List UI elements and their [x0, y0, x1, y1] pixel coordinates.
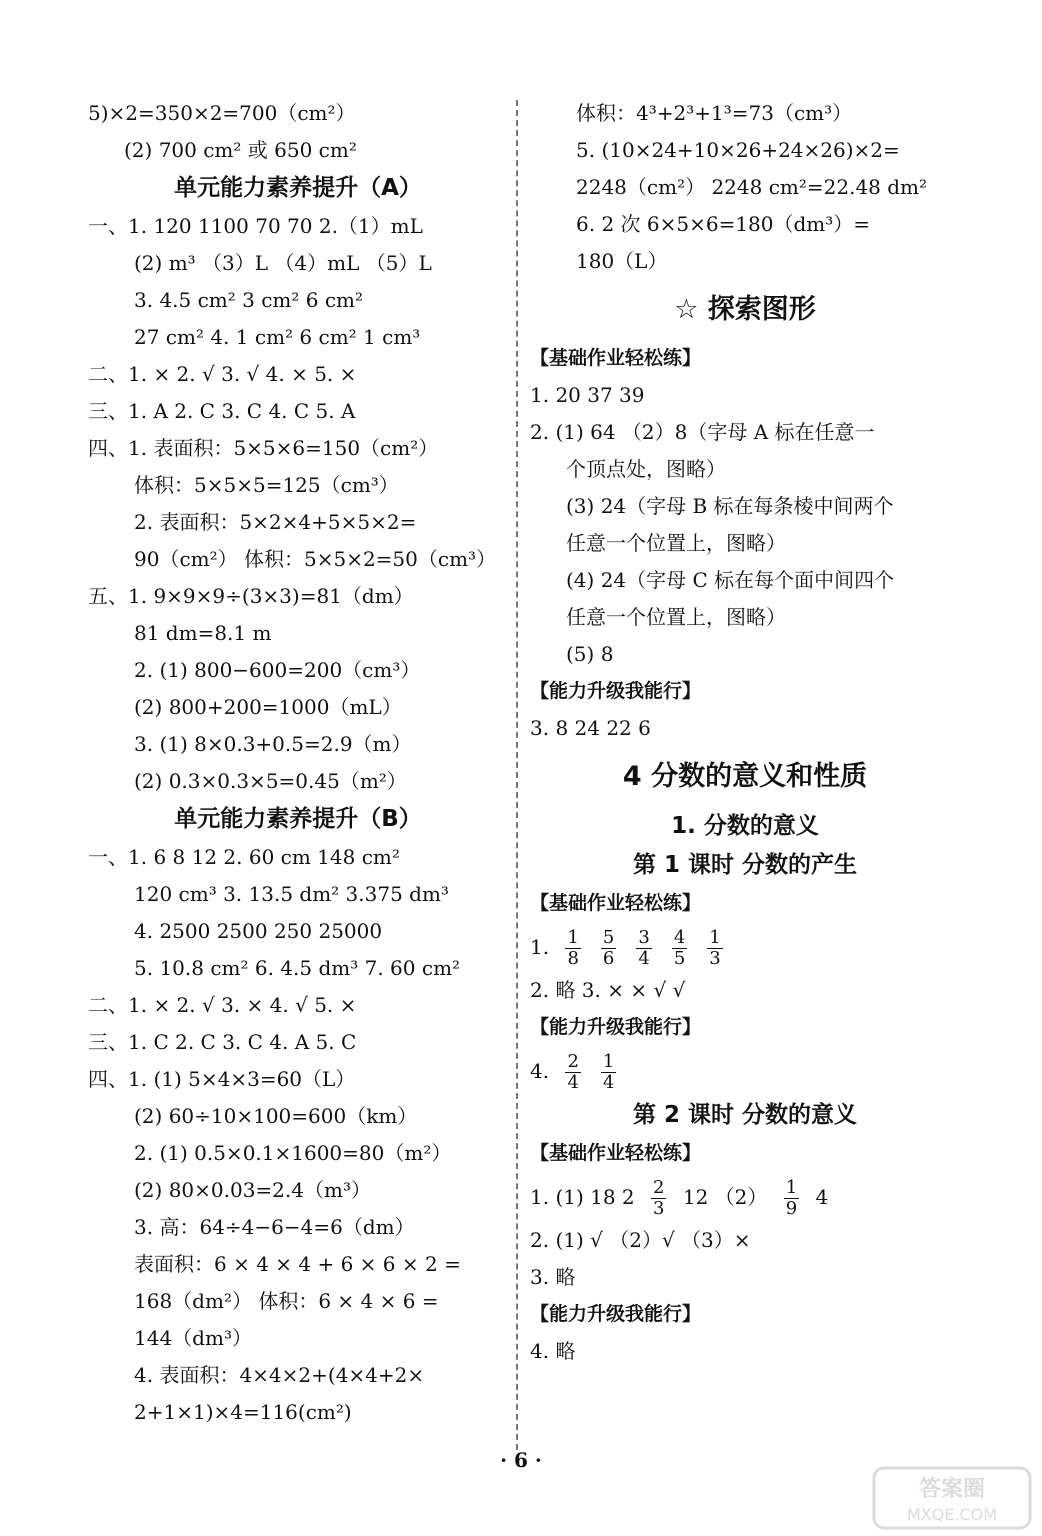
answer-line: 一、1. 120 1100 70 70 2.（1）mL [88, 214, 423, 238]
question-number: 4. [530, 1059, 550, 1083]
answer-text: 1. (1) 18 2 [530, 1185, 635, 1209]
tag-basic-practice: 【基础作业轻松练】 [530, 1142, 702, 1164]
right-column [530, 95, 960, 1370]
numerator: 5 [602, 927, 615, 948]
answer-line: 5. (10×24+10×26+24×26)×2= [576, 138, 900, 162]
fraction [636, 928, 651, 969]
answer-line: 2. 略 3. × × √ √ [530, 978, 686, 1002]
fraction [601, 1052, 616, 1093]
answer-line: 6. 2 次 6×5×6=180（dm³）= [576, 212, 871, 236]
answer-line: (2) 700 cm² 或 650 cm² [124, 138, 357, 162]
denominator: 8 [567, 948, 579, 969]
answer-line: 2. 表面积：5×2×4+5×5×2= [134, 510, 417, 534]
answer-line: 144（dm³） [134, 1326, 252, 1350]
lesson-heading-2: 第 2 课时 分数的意义 [632, 1102, 858, 1128]
answer-line: 2. (1) 0.5×0.1×1600=80（m²） [134, 1141, 452, 1165]
answer-line: 2. (1) √ （2）√ （3）× [530, 1228, 751, 1252]
denominator: 4 [602, 1072, 615, 1093]
answer-line: (2) 80×0.03=2.4（m³） [134, 1178, 371, 1202]
answer-line: 2. (1) 800−600=200（cm³） [134, 658, 421, 682]
answer-line: 任意一个位置上，图略） [566, 605, 786, 629]
answer-line: 3. 8 24 22 6 [530, 716, 651, 740]
explore-heading: ☆ 探索图形 [674, 294, 816, 325]
answer-line: 二、1. × 2. √ 3. × 4. √ 5. × [88, 993, 357, 1017]
svg-text:答案圈: 答案圈 [918, 1477, 986, 1502]
answer-text: 4 [815, 1185, 829, 1209]
fraction [672, 928, 687, 969]
section-heading-a: 单元能力素养提升（A） [174, 175, 422, 201]
answer-line: 4. 表面积：4×4×2+(4×4+2× [134, 1363, 425, 1387]
answer-line: 表面积：6 × 4 × 4 + 6 × 6 × 2 = [134, 1252, 461, 1276]
denominator: 5 [673, 948, 686, 969]
answer-line: (5) 8 [566, 642, 614, 666]
denominator: 4 [638, 948, 650, 969]
answer-line: 90（cm²） 体积：5×5×2=50（cm³） [134, 547, 497, 571]
answer-line: 120 cm³ 3. 13.5 dm² 3.375 dm³ [134, 882, 449, 906]
numerator: 1 [567, 927, 579, 948]
numerator: 2 [567, 1051, 579, 1072]
fraction [601, 928, 616, 969]
answer-line: 5)×2=350×2=700（cm²） [88, 101, 356, 125]
answer-line: (4) 24（字母 C 标在每个面中间四个 [566, 568, 895, 592]
fraction-list [555, 927, 732, 969]
answer-line: 五、1. 9×9×9÷(3×3)=81（dm） [88, 584, 414, 608]
numerator: 2 [653, 1177, 665, 1198]
question-number: 1. [530, 935, 550, 959]
left-column [88, 95, 508, 1431]
fraction-answer-line [530, 1046, 960, 1096]
answer-line: 二、1. × 2. √ 3. √ 4. × 5. × [88, 362, 357, 386]
column-divider [516, 100, 518, 1450]
tag-basic-practice: 【基础作业轻松练】 [530, 347, 702, 369]
answer-line: 个顶点处，图略） [566, 457, 726, 481]
answer-line: 1. 20 37 39 [530, 383, 645, 407]
answer-line: 180（L） [576, 249, 668, 273]
watermark-logo [872, 1466, 1032, 1530]
fraction [784, 1178, 799, 1219]
fraction-answer-line [530, 1172, 960, 1222]
denominator: 6 [602, 948, 615, 969]
tag-ability-upgrade: 【能力升级我能行】 [530, 1016, 702, 1038]
tag-ability-upgrade: 【能力升级我能行】 [530, 1303, 702, 1325]
answer-text: 12 （2） [682, 1185, 768, 1209]
answer-line: 4. 略 [530, 1339, 576, 1363]
answer-line: 四、1. 表面积：5×5×6=150（cm²） [88, 436, 439, 460]
fraction [651, 1178, 666, 1219]
section-heading-b: 单元能力素养提升（B） [174, 806, 422, 832]
tag-ability-upgrade: 【能力升级我能行】 [530, 680, 702, 702]
answer-line: 3. 高：64÷4−6−4=6（dm） [134, 1215, 415, 1239]
answer-line: (2) m³ （3）L （4）mL （5）L [134, 251, 432, 275]
answer-line: 3. 4.5 cm² 3 cm² 6 cm² [134, 288, 364, 312]
denominator: 9 [785, 1198, 798, 1219]
answer-line: 体积：5×5×5=125（cm³） [134, 473, 399, 497]
page-number: · 6 · [500, 1448, 542, 1472]
fraction [565, 1052, 580, 1093]
numerator: 1 [785, 1177, 798, 1198]
answer-line: (2) 0.3×0.3×5=0.45（m²） [134, 769, 407, 793]
svg-text:MXQE.COM: MXQE.COM [906, 1505, 998, 1524]
answer-line: 2. (1) 64 （2）8（字母 A 标在任意一 [530, 420, 875, 444]
answer-line: 三、1. A 2. C 3. C 4. C 5. A [88, 399, 356, 423]
fraction [707, 928, 722, 969]
lesson-heading-1: 第 1 课时 分数的产生 [632, 852, 858, 878]
answer-line: 2+1×1)×4=116(cm²) [134, 1400, 352, 1424]
chapter-heading: 4 分数的意义和性质 [622, 761, 868, 792]
numerator: 1 [602, 1051, 615, 1072]
answer-line: 四、1. (1) 5×4×3=60（L） [88, 1067, 356, 1091]
answer-line: 体积：4³+2³+1³=73（cm³） [576, 101, 853, 125]
answer-line: (2) 800+200=1000（mL） [134, 695, 402, 719]
fraction-answer-line [530, 922, 960, 972]
answer-line: 3. (1) 8×0.3+0.5=2.9（m） [134, 732, 412, 756]
answer-line: 一、1. 6 8 12 2. 60 cm 148 cm² [88, 845, 400, 869]
answer-line: 任意一个位置上，图略） [566, 531, 786, 555]
section-heading: 1. 分数的意义 [671, 813, 819, 839]
answer-line: 81 dm=8.1 m [134, 621, 272, 645]
answer-line: 三、1. C 2. C 3. C 4. A 5. C [88, 1030, 357, 1054]
denominator: 3 [709, 948, 721, 969]
tag-basic-practice: 【基础作业轻松练】 [530, 892, 702, 914]
numerator: 1 [709, 927, 721, 948]
denominator: 3 [653, 1198, 665, 1219]
answer-line: 3. 略 [530, 1265, 576, 1289]
answer-line: 27 cm² 4. 1 cm² 6 cm² 1 cm³ [134, 325, 421, 349]
answer-line: 4. 2500 2500 250 25000 [134, 919, 383, 943]
answer-line: 168（dm²） 体积：6 × 4 × 6 = [134, 1289, 439, 1313]
fraction-list [555, 1051, 626, 1093]
answer-line: (3) 24（字母 B 标在每条棱中间两个 [566, 494, 894, 518]
fraction [565, 928, 580, 969]
denominator: 4 [567, 1072, 579, 1093]
numerator: 4 [673, 927, 686, 948]
answer-line: 2248（cm²） 2248 cm²=22.48 dm² [576, 175, 928, 199]
answer-line: 5. 10.8 cm² 6. 4.5 dm³ 7. 60 cm² [134, 956, 461, 980]
answer-line: (2) 60÷10×100=600（km） [134, 1104, 418, 1128]
numerator: 3 [638, 927, 650, 948]
